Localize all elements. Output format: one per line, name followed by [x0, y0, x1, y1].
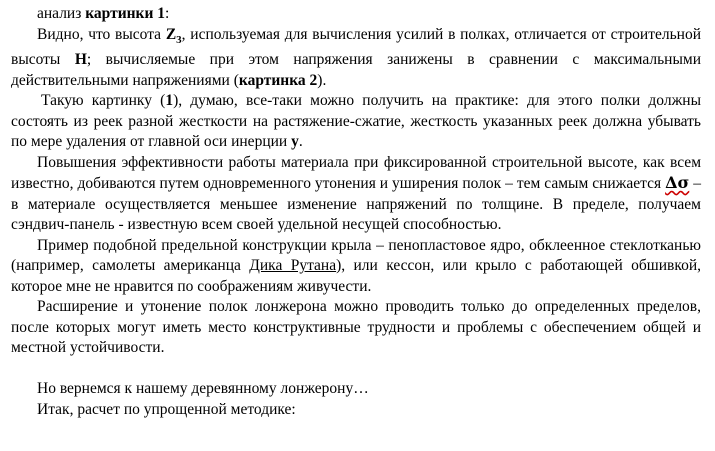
symbol-y: y — [291, 133, 299, 151]
paragraph-intro — [11, 4, 701, 25]
bold-term: картинки 1 — [85, 5, 166, 22]
bold-number: 1 — [165, 92, 174, 110]
paragraph-efficiency — [11, 153, 701, 236]
text-fragment: , используемая для вычисления усилий в полках, отличается от строительной высоты — [11, 25, 701, 69]
text-fragment: Видно, что высота — [37, 25, 166, 43]
text-fragment: Такую картинку ( — [41, 92, 166, 110]
paragraph-picture-1 — [11, 91, 701, 153]
paragraph-height-z3 — [11, 25, 701, 92]
text-fragment: : — [165, 5, 170, 22]
blank-line — [11, 359, 701, 380]
text-fragment: ), думаю, все-таки можно получить на практике: для этого полки должны состоять из реек разной жесткости на растяжение-сжатие, жесткость указанных реек должна убывать по мере удаления от главной оси инерции — [11, 92, 701, 151]
text-fragment: ; вычисляемые при этом напряжения занижены в сравнении с максимальными действительными напряжениями ( — [11, 51, 701, 89]
text-fragment: Пример подобной предельной конструкции крыла – пенопластовое ядро, обклеенное стеклотканью (например, самолеты американца — [11, 236, 701, 275]
paragraph-widening: Расширение и утонение полок лонжерона можно проводить только до определенных пределов, после которых могут иметь место конструктивные трудности и проблемы с обеспечением общей и местной устойчивости. — [11, 298, 701, 357]
text-fragment: – в материале осуществляется меньшее изменение напряжений по толщине. В пределе, получаем сэндвич-панель - известную всем своей удельной несущей способностью. — [11, 175, 701, 234]
symbol-h: H — [74, 51, 87, 69]
paragraph-example — [11, 236, 701, 298]
paragraph-method: Итак, расчет по упрощенной методике: — [37, 400, 296, 418]
paragraph-return: Но вернемся к нашему деревянному лонжерону… — [37, 380, 369, 398]
text-fragment: Повышения эффективности работы материала при фиксированной строительной высоте, как всем известно, добиваются путем одновременного утонения и уширения полок – тем самым снижается — [11, 153, 701, 193]
symbol-delta-sigma: Δσ — [665, 173, 690, 193]
person-name: Дика Рутана — [249, 257, 337, 275]
text-fragment: ). — [317, 71, 327, 89]
text-fragment: ), или кессон, или крыло с работающей обшивкой, которое мне не нравится по соображениям живучести. — [11, 257, 701, 295]
bold-term: картинка 2 — [238, 71, 318, 89]
symbol-z3: $Z_3$ — [165, 25, 182, 46]
text-fragment: анализ — [37, 5, 86, 22]
text-fragment: . — [298, 133, 303, 151]
